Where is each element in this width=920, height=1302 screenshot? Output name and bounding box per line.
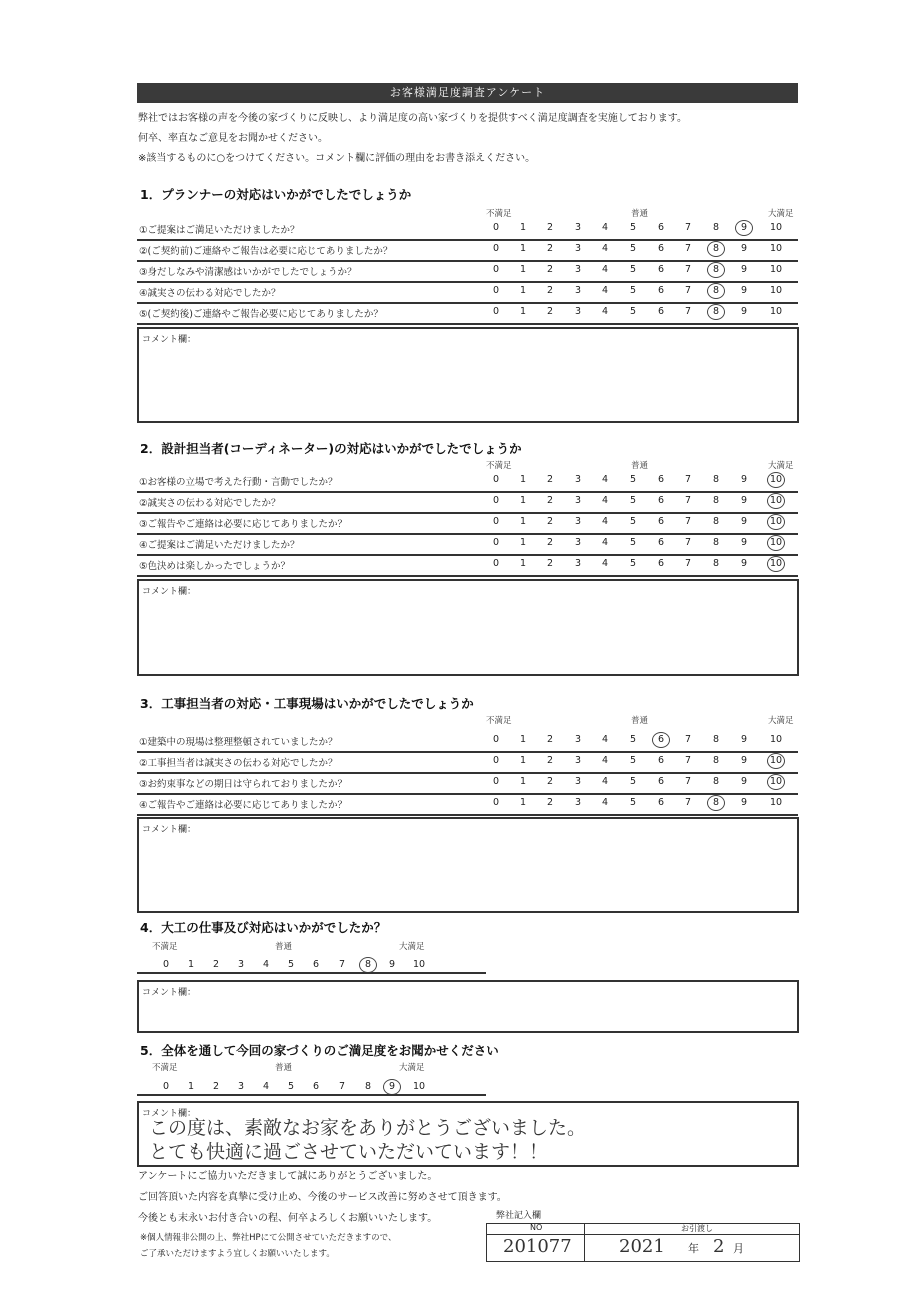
rating-option[interactable]: 10	[769, 222, 783, 233]
scale-mid-label: 普通	[631, 461, 649, 471]
comment-label: コメント欄：	[142, 988, 197, 998]
rating-option[interactable]: 7	[684, 537, 692, 548]
comment-label: コメント欄：	[142, 335, 197, 345]
rating-option[interactable]: 7	[684, 734, 692, 745]
rating-option[interactable]: 7	[684, 474, 692, 485]
question-text: ③ご報告やご連絡は必要に応じてありましたか？	[139, 519, 348, 530]
rating-option[interactable]: 2	[212, 959, 220, 970]
question-text: ③身だしなみや清潔感はいかがでしたでしょうか？	[139, 267, 357, 278]
section-3-title: 3．工事担当者の対応・工事現場はいかがでしたでしょうか	[140, 696, 474, 711]
rating-option[interactable]: 5	[287, 1081, 295, 1092]
rating-option[interactable]: 1	[519, 558, 527, 569]
rating-option[interactable]: 5	[629, 306, 637, 317]
rating-option[interactable]: 8	[364, 1081, 372, 1092]
rating-option[interactable]: 0	[492, 734, 500, 745]
rating-option[interactable]: 8	[712, 306, 720, 317]
section-4-scale-high-label: 大満足	[399, 942, 425, 952]
office-use-label: 弊社記入欄	[496, 1211, 542, 1221]
rating-option[interactable]: 2	[546, 474, 554, 485]
rating-option[interactable]: 8	[712, 734, 720, 745]
rating-option[interactable]: 8	[712, 474, 720, 485]
rating-option[interactable]: 6	[657, 516, 665, 527]
selected-circle	[767, 493, 785, 509]
rating-option[interactable]: 5	[629, 474, 637, 485]
footer-line-3: 今後とも末永いお付き合いの程、何卒よろしくお願いいたします。	[138, 1213, 438, 1224]
section-1-comment-box[interactable]	[137, 327, 799, 423]
rating-option[interactable]: 2	[546, 264, 554, 275]
section-4-scale-mid-label: 普通	[275, 942, 293, 952]
rating-option[interactable]: 10	[769, 776, 783, 787]
rating-option[interactable]: 4	[601, 306, 609, 317]
rating-option[interactable]: 2	[212, 1081, 220, 1092]
rating-option[interactable]: 3	[574, 734, 582, 745]
scale-high-label: 大満足	[768, 209, 794, 219]
rating-option[interactable]: 9	[740, 755, 748, 766]
rating-option[interactable]: 0	[492, 243, 500, 254]
rating-option[interactable]: 3	[574, 755, 582, 766]
rating-option[interactable]: 6	[657, 243, 665, 254]
selected-circle	[735, 220, 753, 236]
rating-option[interactable]: 9	[740, 734, 748, 745]
rating-option[interactable]: 6	[657, 222, 665, 233]
rating-option[interactable]: 3	[574, 495, 582, 506]
rating-option[interactable]: 7	[684, 495, 692, 506]
selected-circle	[707, 283, 725, 299]
rating-option[interactable]: 1	[519, 755, 527, 766]
rating-option[interactable]: 8	[712, 537, 720, 548]
rating-option[interactable]: 3	[574, 222, 582, 233]
rating-option[interactable]: 7	[684, 755, 692, 766]
rating-option[interactable]: 7	[684, 264, 692, 275]
rating-option[interactable]: 1	[187, 1081, 195, 1092]
question-text: ⑤(ご契約後)ご連絡やご報告必要に応じてありましたか？	[139, 309, 383, 320]
rating-option[interactable]: 7	[684, 243, 692, 254]
comment-label: コメント欄：	[142, 1109, 197, 1119]
selected-circle	[652, 732, 670, 748]
rating-option[interactable]: 7	[684, 558, 692, 569]
rating-option[interactable]: 8	[364, 959, 372, 970]
footer-line-1: アンケートにご協力いただきまして誠にありがとうございました。	[138, 1171, 438, 1182]
rating-option[interactable]: 6	[657, 734, 665, 745]
question-row	[137, 534, 798, 556]
rating-option[interactable]: 10	[412, 1081, 426, 1092]
rating-option[interactable]: 7	[684, 306, 692, 317]
rating-option[interactable]: 1	[519, 537, 527, 548]
rating-option[interactable]: 1	[519, 306, 527, 317]
rating-option[interactable]: 4	[601, 797, 609, 808]
rating-option[interactable]: 2	[546, 306, 554, 317]
rating-option[interactable]: 0	[162, 959, 170, 970]
rating-option[interactable]: 10	[769, 734, 783, 745]
section-2-title: 2．設計担当者(コーディネーター)の対応はいかがでしたでしょうか	[140, 441, 522, 456]
rating-option[interactable]: 5	[629, 734, 637, 745]
intro-line-3: ※該当するものに○をつけてください。コメント欄に評価の理由をお書き添えください。	[138, 153, 536, 164]
survey-title: お客様満足度調査アンケート	[137, 83, 798, 103]
question-row	[137, 513, 798, 535]
rating-option[interactable]: 10	[769, 495, 783, 506]
scale-low-label: 不満足	[486, 209, 512, 219]
rating-option[interactable]: 9	[740, 306, 748, 317]
rating-option[interactable]: 2	[546, 797, 554, 808]
no-value: 201077	[503, 1236, 572, 1257]
rating-option[interactable]: 4	[601, 474, 609, 485]
rating-option[interactable]: 9	[740, 264, 748, 275]
rating-option[interactable]: 6	[657, 537, 665, 548]
rating-option[interactable]: 1	[519, 734, 527, 745]
privacy-note-1: ※個人情報非公開の上、弊社HPにて公開させていただきますので、	[140, 1233, 397, 1243]
rating-option[interactable]: 7	[684, 797, 692, 808]
rating-option[interactable]: 7	[684, 285, 692, 296]
rating-option[interactable]: 6	[657, 755, 665, 766]
rating-option[interactable]: 9	[740, 285, 748, 296]
question-row	[137, 794, 798, 816]
rating-option[interactable]: 10	[769, 474, 783, 485]
selected-circle	[767, 472, 785, 488]
rating-option[interactable]: 2	[546, 243, 554, 254]
rating-option[interactable]: 7	[684, 222, 692, 233]
rating-option[interactable]: 1	[519, 264, 527, 275]
rating-option[interactable]: 4	[601, 264, 609, 275]
selected-circle	[707, 304, 725, 320]
rating-option[interactable]: 2	[546, 776, 554, 787]
rating-option[interactable]: 8	[712, 264, 720, 275]
rating-option[interactable]: 4	[601, 558, 609, 569]
rating-option[interactable]: 2	[546, 516, 554, 527]
question-text: ③お約束事などの期日は守られておりましたか？	[139, 779, 348, 790]
rating-option[interactable]: 3	[237, 959, 245, 970]
rating-option[interactable]: 10	[769, 516, 783, 527]
rating-option[interactable]: 0	[492, 222, 500, 233]
question-row	[137, 752, 798, 774]
rating-option[interactable]: 0	[162, 1081, 170, 1092]
scale-low-label: 不満足	[486, 461, 512, 471]
rating-option[interactable]: 0	[492, 516, 500, 527]
rating-option[interactable]: 6	[657, 474, 665, 485]
rating-option[interactable]: 8	[712, 776, 720, 787]
rating-option[interactable]: 1	[519, 495, 527, 506]
rating-option[interactable]: 4	[601, 776, 609, 787]
rating-option[interactable]: 10	[769, 306, 783, 317]
scale-mid-label: 普通	[631, 209, 649, 219]
rating-option[interactable]: 9	[388, 1081, 396, 1092]
rating-option[interactable]: 5	[629, 495, 637, 506]
rating-option[interactable]: 7	[684, 776, 692, 787]
rating-option[interactable]: 3	[574, 243, 582, 254]
rating-option[interactable]: 6	[657, 797, 665, 808]
rating-option[interactable]: 4	[601, 734, 609, 745]
rating-option[interactable]: 10	[769, 755, 783, 766]
rating-option[interactable]: 0	[492, 474, 500, 485]
question-text: ②誠実さの伝わる対応でしたか？	[139, 498, 281, 509]
section-4-title: 4．大工の仕事及び対応はいかがでしたか？	[140, 920, 387, 935]
question-text: ④誠実さの伝わる対応でしたか？	[139, 288, 281, 299]
delivery-label: お引渡し	[681, 1224, 713, 1233]
rating-option[interactable]: 9	[740, 537, 748, 548]
rating-option[interactable]: 5	[629, 222, 637, 233]
rating-option[interactable]: 3	[237, 1081, 245, 1092]
section-4-comment-box[interactable]	[137, 980, 799, 1033]
rating-option[interactable]: 9	[740, 558, 748, 569]
rating-option[interactable]: 5	[629, 516, 637, 527]
rating-option[interactable]: 6	[657, 264, 665, 275]
rating-option[interactable]: 9	[740, 495, 748, 506]
question-row	[137, 240, 798, 262]
rating-option[interactable]: 4	[262, 1081, 270, 1092]
rating-option[interactable]: 3	[574, 558, 582, 569]
question-text: ⑤色決めは楽しかったでしょうか？	[139, 561, 291, 572]
rating-option[interactable]: 0	[492, 755, 500, 766]
section-3-comment-box[interactable]	[137, 817, 799, 913]
rating-option[interactable]: 6	[657, 495, 665, 506]
rating-option[interactable]: 0	[492, 797, 500, 808]
delivery-year: 2021	[619, 1236, 665, 1257]
rating-option[interactable]: 5	[629, 264, 637, 275]
question-row	[137, 731, 798, 753]
handwritten-comment-line-1: この度は、素敵なお家をありがとうございました。	[149, 1117, 587, 1139]
selected-circle	[767, 774, 785, 790]
question-row	[137, 492, 798, 514]
section-5-scale-high-label: 大満足	[399, 1063, 425, 1073]
question-text: ①建築中の現場は整理整頓されていましたか？	[139, 737, 338, 748]
section-4-divider	[137, 972, 486, 974]
rating-option[interactable]: 4	[601, 495, 609, 506]
comment-label: コメント欄：	[142, 825, 197, 835]
intro-line-2: 何卒、率直なご意見をお聞かせください。	[138, 133, 328, 144]
rating-option[interactable]: 3	[574, 264, 582, 275]
section-5-scale-low-label: 不満足	[152, 1063, 178, 1073]
rating-option[interactable]: 3	[574, 285, 582, 296]
rating-option[interactable]: 8	[712, 243, 720, 254]
selected-circle	[767, 753, 785, 769]
selected-circle	[767, 535, 785, 551]
footer-line-2: ご回答頂いた内容を真摯に受け止め、今後のサービス改善に努めさせて頂きます。	[138, 1192, 507, 1203]
rating-option[interactable]: 4	[601, 537, 609, 548]
rating-option[interactable]: 2	[546, 495, 554, 506]
question-row	[137, 261, 798, 283]
month-unit: 月	[733, 1242, 744, 1255]
rating-option[interactable]: 4	[601, 516, 609, 527]
rating-option[interactable]: 10	[769, 558, 783, 569]
rating-option[interactable]: 6	[657, 776, 665, 787]
rating-option[interactable]: 3	[574, 797, 582, 808]
rating-option[interactable]: 1	[519, 776, 527, 787]
rating-option[interactable]: 9	[740, 222, 748, 233]
scale-high-label: 大満足	[768, 716, 794, 726]
rating-option[interactable]: 4	[601, 222, 609, 233]
delivery-month: 2	[713, 1236, 725, 1257]
rating-option[interactable]: 4	[601, 243, 609, 254]
rating-option[interactable]: 3	[574, 776, 582, 787]
rating-option[interactable]: 9	[740, 243, 748, 254]
privacy-note-2: ご了承いただけますよう宜しくお願いいたします。	[140, 1249, 335, 1259]
rating-option[interactable]: 8	[712, 495, 720, 506]
scale-low-label: 不満足	[486, 716, 512, 726]
section-1-title: 1．プランナーの対応はいかがでしたでしょうか	[140, 187, 412, 202]
question-text: ②工事担当者は誠実さの伝わる対応でしたか？	[139, 758, 338, 769]
rating-option[interactable]: 1	[519, 285, 527, 296]
rating-option[interactable]: 1	[519, 222, 527, 233]
question-row	[137, 471, 798, 493]
rating-option[interactable]: 9	[388, 959, 396, 970]
rating-option[interactable]: 7	[684, 516, 692, 527]
rating-option[interactable]: 0	[492, 285, 500, 296]
rating-option[interactable]: 6	[657, 306, 665, 317]
selected-circle	[707, 241, 725, 257]
rating-option[interactable]: 0	[492, 776, 500, 787]
rating-option[interactable]: 6	[312, 959, 320, 970]
question-row	[137, 555, 798, 577]
rating-option[interactable]: 10	[769, 537, 783, 548]
rating-option[interactable]: 2	[546, 285, 554, 296]
handwritten-comment-line-2: とても快適に過ごさせていただいています！！	[149, 1141, 549, 1163]
rating-option[interactable]: 1	[519, 516, 527, 527]
rating-option[interactable]: 7	[338, 1081, 346, 1092]
scale-mid-label: 普通	[631, 716, 649, 726]
rating-option[interactable]: 5	[629, 285, 637, 296]
rating-option[interactable]: 0	[492, 306, 500, 317]
rating-option[interactable]: 1	[187, 959, 195, 970]
rating-option[interactable]: 10	[769, 797, 783, 808]
rating-option[interactable]: 6	[312, 1081, 320, 1092]
rating-option[interactable]: 0	[492, 264, 500, 275]
selected-circle	[707, 795, 725, 811]
no-label: NO	[530, 1223, 543, 1232]
rating-option[interactable]: 6	[657, 558, 665, 569]
rating-option[interactable]: 10	[769, 264, 783, 275]
rating-option[interactable]: 3	[574, 516, 582, 527]
rating-option[interactable]: 2	[546, 222, 554, 233]
question-text: ④ご報告やご連絡は必要に応じてありましたか？	[139, 800, 348, 811]
rating-option[interactable]: 0	[492, 558, 500, 569]
rating-option[interactable]: 1	[519, 474, 527, 485]
rating-option[interactable]: 8	[712, 797, 720, 808]
comment-label: コメント欄：	[142, 587, 197, 597]
rating-option[interactable]: 5	[629, 243, 637, 254]
selected-circle	[383, 1079, 401, 1095]
office-table-divider	[584, 1224, 585, 1261]
rating-option[interactable]: 5	[287, 959, 295, 970]
rating-option[interactable]: 2	[546, 755, 554, 766]
rating-option[interactable]: 8	[712, 285, 720, 296]
question-text: ①ご提案はご満足いただけましたか？	[139, 225, 300, 236]
scale-high-label: 大満足	[768, 461, 794, 471]
rating-option[interactable]: 10	[769, 243, 783, 254]
rating-option[interactable]: 5	[629, 537, 637, 548]
rating-option[interactable]: 10	[769, 285, 783, 296]
question-text: ④ご提案はご満足いただけましたか？	[139, 540, 300, 551]
rating-option[interactable]: 1	[519, 797, 527, 808]
question-text: ①お客様の立場で考えた行動・言動でしたか？	[139, 477, 338, 488]
section-2-comment-box[interactable]	[137, 579, 799, 676]
rating-option[interactable]: 9	[740, 474, 748, 485]
intro-line-1: 弊社ではお客様の声を今後の家づくりに反映し、より満足度の高い家づくりを提供すべく満足度調査を実施しております。	[138, 113, 687, 124]
section-5-title: 5．全体を通して今回の家づくりのご満足度をお聞かせください	[140, 1043, 499, 1058]
selected-circle	[359, 957, 377, 973]
year-unit: 年	[688, 1242, 699, 1255]
rating-option[interactable]: 0	[492, 537, 500, 548]
question-row	[137, 773, 798, 795]
rating-option[interactable]: 9	[740, 797, 748, 808]
rating-option[interactable]: 5	[629, 755, 637, 766]
selected-circle	[707, 262, 725, 278]
rating-option[interactable]: 5	[629, 776, 637, 787]
office-use-table	[486, 1223, 800, 1262]
rating-option[interactable]: 4	[601, 755, 609, 766]
selected-circle	[767, 514, 785, 530]
rating-option[interactable]: 8	[712, 558, 720, 569]
rating-option[interactable]: 8	[712, 222, 720, 233]
selected-circle	[767, 556, 785, 572]
rating-option[interactable]: 7	[338, 959, 346, 970]
rating-option[interactable]: 2	[546, 558, 554, 569]
rating-option[interactable]: 5	[629, 558, 637, 569]
section-5-divider	[137, 1094, 486, 1096]
section-5-scale-mid-label: 普通	[275, 1063, 293, 1073]
section-4-scale-low-label: 不満足	[152, 942, 178, 952]
rating-option[interactable]: 5	[629, 797, 637, 808]
question-text: ②(ご契約前)ご連絡やご報告は必要に応じてありましたか？	[139, 246, 393, 257]
rating-option[interactable]: 4	[262, 959, 270, 970]
rating-option[interactable]: 2	[546, 537, 554, 548]
question-row	[137, 303, 798, 325]
rating-option[interactable]: 3	[574, 537, 582, 548]
rating-option[interactable]: 10	[412, 959, 426, 970]
question-row	[137, 282, 798, 304]
rating-option[interactable]: 4	[601, 285, 609, 296]
rating-option[interactable]: 2	[546, 734, 554, 745]
rating-option[interactable]: 9	[740, 776, 748, 787]
rating-option[interactable]: 8	[712, 755, 720, 766]
rating-option[interactable]: 1	[519, 243, 527, 254]
rating-option[interactable]: 9	[740, 516, 748, 527]
rating-option[interactable]: 3	[574, 306, 582, 317]
question-row	[137, 219, 798, 241]
rating-option[interactable]: 6	[657, 285, 665, 296]
rating-option[interactable]: 3	[574, 474, 582, 485]
rating-option[interactable]: 0	[492, 495, 500, 506]
section-5-comment-box[interactable]	[137, 1101, 799, 1167]
rating-option[interactable]: 8	[712, 516, 720, 527]
